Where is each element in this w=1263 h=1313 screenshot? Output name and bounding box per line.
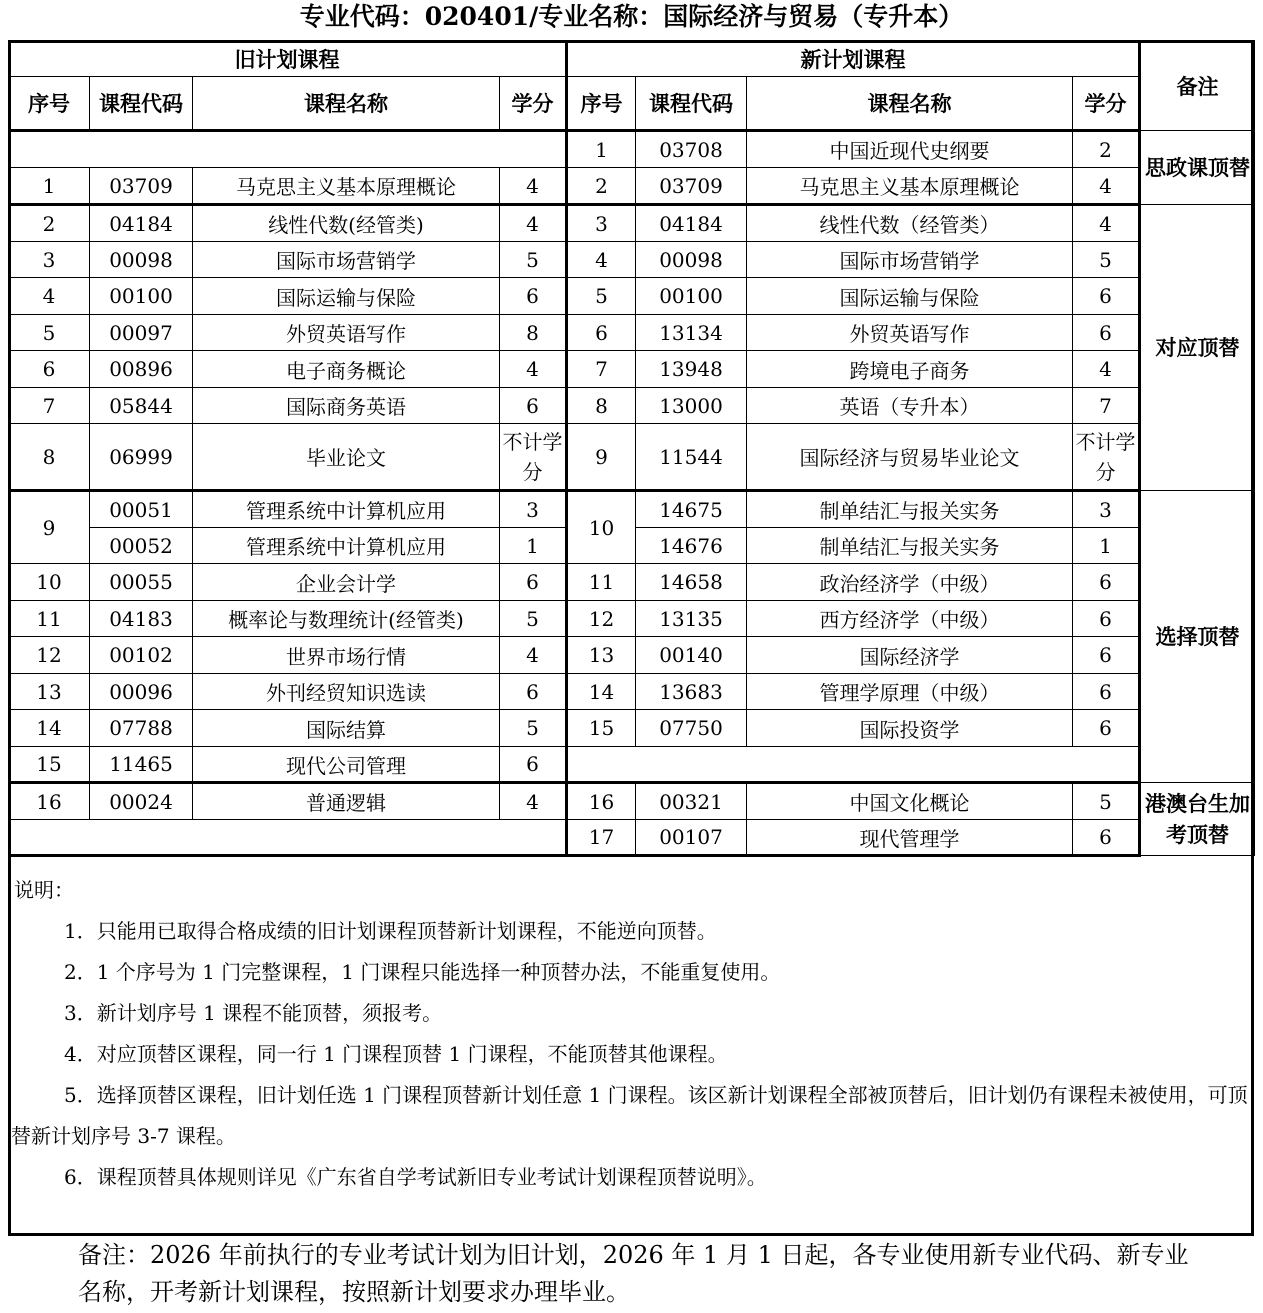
new-code: 14676: [636, 528, 747, 564]
new-code: 03708: [636, 131, 747, 168]
old-name: 国际结算: [193, 710, 500, 747]
old-code: 11465: [90, 747, 193, 783]
new-credit: 4: [1073, 351, 1140, 388]
old-seq: 12: [9, 637, 90, 674]
new-plan-header: 新计划课程: [567, 41, 1140, 77]
new-credit: 不计学分: [1073, 424, 1140, 491]
new-name: 现代管理学: [747, 820, 1073, 856]
footer-note: 备注：2026 年前执行的专业考试计划为旧计划，2026 年 1 月 1 日起，各专业使用新专业代码、新专业名称，开考新计划课程，按照新计划要求办理毕业。: [78, 1241, 1189, 1306]
new-seq: 3: [567, 205, 636, 242]
new-code: 00107: [636, 820, 747, 856]
new-name: 国际运输与保险: [747, 278, 1073, 315]
old-name: 概率论与数理统计(经管类): [193, 601, 500, 637]
old-code: 00055: [90, 564, 193, 601]
old-name: 世界市场行情: [193, 637, 500, 674]
new-name: 政治经济学（中级）: [747, 564, 1073, 601]
new-credit: 6: [1073, 564, 1140, 601]
old-code: 00896: [90, 351, 193, 388]
new-code: 00100: [636, 278, 747, 315]
new-seq: 10: [567, 491, 636, 564]
old-credit: 4: [500, 168, 567, 205]
old-seq: 9: [9, 491, 90, 564]
old-name: 管理系统中计算机应用: [193, 528, 500, 564]
old-name: 普通逻辑: [193, 783, 500, 820]
old-name: 马克思主义基本原理概论: [193, 168, 500, 205]
new-credit: 5: [1073, 783, 1140, 820]
old-credit: 3: [500, 491, 567, 528]
new-credit: 6: [1073, 315, 1140, 351]
old-code: 00097: [90, 315, 193, 351]
old-col-seq: 序号: [9, 77, 90, 131]
new-code: 11544: [636, 424, 747, 491]
explanation-item: 2．1 个序号为 1 门完整课程，1 门课程只能选择一种顶替办法，不能重复使用。: [64, 960, 781, 984]
old-seq: 7: [9, 388, 90, 424]
new-code: 04184: [636, 205, 747, 242]
old-seq: 8: [9, 424, 90, 491]
old-name: 电子商务概论: [193, 351, 500, 388]
new-seq: 5: [567, 278, 636, 315]
old-seq: 11: [9, 601, 90, 637]
new-code: 00321: [636, 783, 747, 820]
new-code: 13000: [636, 388, 747, 424]
new-name: 外贸英语写作: [747, 315, 1073, 351]
new-seq: 13: [567, 637, 636, 674]
new-credit: 6: [1073, 637, 1140, 674]
new-name: 中国近现代史纲要: [747, 131, 1073, 168]
new-name: 制单结汇与报关实务: [747, 491, 1073, 528]
new-seq: 4: [567, 242, 636, 278]
old-seq: 3: [9, 242, 90, 278]
old-code: 00024: [90, 783, 193, 820]
old-code: 00102: [90, 637, 193, 674]
new-credit: 3: [1073, 491, 1140, 528]
new-name: 管理学原理（中级）: [747, 674, 1073, 710]
new-name: 制单结汇与报关实务: [747, 528, 1073, 564]
old-plan-header: 旧计划课程: [9, 41, 567, 77]
new-code: 03709: [636, 168, 747, 205]
explanation-item: 1．只能用已取得合格成绩的旧计划课程顶替新计划课程，不能逆向顶替。: [64, 919, 717, 943]
new-seq: 17: [567, 820, 636, 856]
old-credit: 6: [500, 388, 567, 424]
new-seq: 12: [567, 601, 636, 637]
new-seq: 8: [567, 388, 636, 424]
old-credit: 5: [500, 710, 567, 747]
explanation-item: 6．课程顶替具体规则详见《广东省自学考试新旧专业考试计划课程顶替说明》。: [64, 1165, 767, 1189]
explanation-section: [11, 870, 1251, 1230]
new-seq: 16: [567, 783, 636, 820]
new-name: 国际经济与贸易毕业论文: [747, 424, 1073, 491]
new-col-credit: 学分: [1073, 77, 1140, 131]
old-name: 企业会计学: [193, 564, 500, 601]
old-seq: 10: [9, 564, 90, 601]
old-name: 管理系统中计算机应用: [193, 491, 500, 528]
old-credit: 6: [500, 564, 567, 601]
new-code: 13134: [636, 315, 747, 351]
old-name: 国际商务英语: [193, 388, 500, 424]
old-seq: 6: [9, 351, 90, 388]
old-code: 04183: [90, 601, 193, 637]
new-credit: 6: [1073, 710, 1140, 747]
explanation-label: 说明：: [14, 878, 74, 902]
page-title: 专业代码：020401/专业名称：国际经济与贸易（专升本）: [299, 2, 964, 31]
new-code: 00098: [636, 242, 747, 278]
old-name: 毕业论文: [193, 424, 500, 491]
old-credit: 1: [500, 528, 567, 564]
new-name: 马克思主义基本原理概论: [747, 168, 1073, 205]
new-code: 07750: [636, 710, 747, 747]
explanation-item: 3．新计划序号 1 课程不能顶替，须报考。: [64, 1001, 443, 1025]
new-credit: 6: [1073, 820, 1140, 856]
old-code: 03709: [90, 168, 193, 205]
old-credit: 不计学分: [500, 424, 567, 491]
old-seq: 2: [9, 205, 90, 242]
new-credit: 6: [1073, 674, 1140, 710]
new-code: 13683: [636, 674, 747, 710]
old-credit: 4: [500, 637, 567, 674]
old-code: 00096: [90, 674, 193, 710]
old-credit: 5: [500, 242, 567, 278]
old-name: 现代公司管理: [193, 747, 500, 783]
new-seq: 9: [567, 424, 636, 491]
old-name: 国际市场营销学: [193, 242, 500, 278]
new-seq: 14: [567, 674, 636, 710]
new-name: 英语（专升本）: [747, 388, 1073, 424]
old-code: 07788: [90, 710, 193, 747]
old-col-code: 课程代码: [90, 77, 193, 131]
new-seq: 7: [567, 351, 636, 388]
explanation-item: 4．对应顶替区课程，同一行 1 门课程顶替 1 门课程，不能顶替其他课程。: [64, 1042, 728, 1066]
old-name: 国际运输与保险: [193, 278, 500, 315]
new-credit: 6: [1073, 601, 1140, 637]
new-col-code: 课程代码: [636, 77, 747, 131]
new-name: 国际市场营销学: [747, 242, 1073, 278]
new-name: 跨境电子商务: [747, 351, 1073, 388]
new-name: 中国文化概论: [747, 783, 1073, 820]
old-col-name: 课程名称: [193, 77, 500, 131]
new-seq: 6: [567, 315, 636, 351]
remark-xuanze: 选择顶替: [1140, 491, 1255, 783]
old-seq: 4: [9, 278, 90, 315]
old-code: 04184: [90, 205, 193, 242]
new-credit: 1: [1073, 528, 1140, 564]
new-credit: 4: [1073, 168, 1140, 205]
new-code: 00140: [636, 637, 747, 674]
new-code: 13135: [636, 601, 747, 637]
new-code: 14658: [636, 564, 747, 601]
new-col-name: 课程名称: [747, 77, 1073, 131]
remark-header: 备注: [1140, 41, 1255, 131]
new-name: 国际投资学: [747, 710, 1073, 747]
old-name: 外贸英语写作: [193, 315, 500, 351]
remark-gangaotai: 港澳台生加考顶替: [1140, 783, 1255, 856]
old-credit: 6: [500, 747, 567, 783]
old-credit: 4: [500, 205, 567, 242]
remark-duiying: 对应顶替: [1140, 205, 1255, 491]
old-credit: 6: [500, 278, 567, 315]
new-code: 13948: [636, 351, 747, 388]
old-credit: 4: [500, 783, 567, 820]
old-credit: 8: [500, 315, 567, 351]
new-seq: 2: [567, 168, 636, 205]
new-col-seq: 序号: [567, 77, 636, 131]
old-col-credit: 学分: [500, 77, 567, 131]
old-credit: 6: [500, 674, 567, 710]
old-name: 外刊经贸知识选读: [193, 674, 500, 710]
old-seq: 13: [9, 674, 90, 710]
new-credit: 7: [1073, 388, 1140, 424]
old-code: 00100: [90, 278, 193, 315]
old-seq: 5: [9, 315, 90, 351]
new-name: 线性代数（经管类）: [747, 205, 1073, 242]
old-code: 00051: [90, 491, 193, 528]
explanation-item: 5．选择顶替区课程，旧计划任选 1 门课程顶替新计划任意 1 门课程。该区新计划课程全部被顶替后，旧计划仍有课程未被使用，可顶替新计划序号 3-7 课程。: [11, 1083, 1248, 1148]
old-code: 06999: [90, 424, 193, 491]
old-seq: 14: [9, 710, 90, 747]
old-code: 00098: [90, 242, 193, 278]
old-credit: 5: [500, 601, 567, 637]
old-credit: 4: [500, 351, 567, 388]
new-name: 西方经济学（中级）: [747, 601, 1073, 637]
remark-sizheng: 思政课顶替: [1140, 131, 1255, 205]
new-credit: 5: [1073, 242, 1140, 278]
old-code: 05844: [90, 388, 193, 424]
new-code: 14675: [636, 491, 747, 528]
new-seq: 1: [567, 131, 636, 168]
old-code: 00052: [90, 528, 193, 564]
old-seq: 16: [9, 783, 90, 820]
old-name: 线性代数(经管类): [193, 205, 500, 242]
new-credit: 2: [1073, 131, 1140, 168]
new-credit: 4: [1073, 205, 1140, 242]
old-seq: 15: [9, 747, 90, 783]
new-credit: 6: [1073, 278, 1140, 315]
old-seq: 1: [9, 168, 90, 205]
new-seq: 11: [567, 564, 636, 601]
new-seq: 15: [567, 710, 636, 747]
new-name: 国际经济学: [747, 637, 1073, 674]
